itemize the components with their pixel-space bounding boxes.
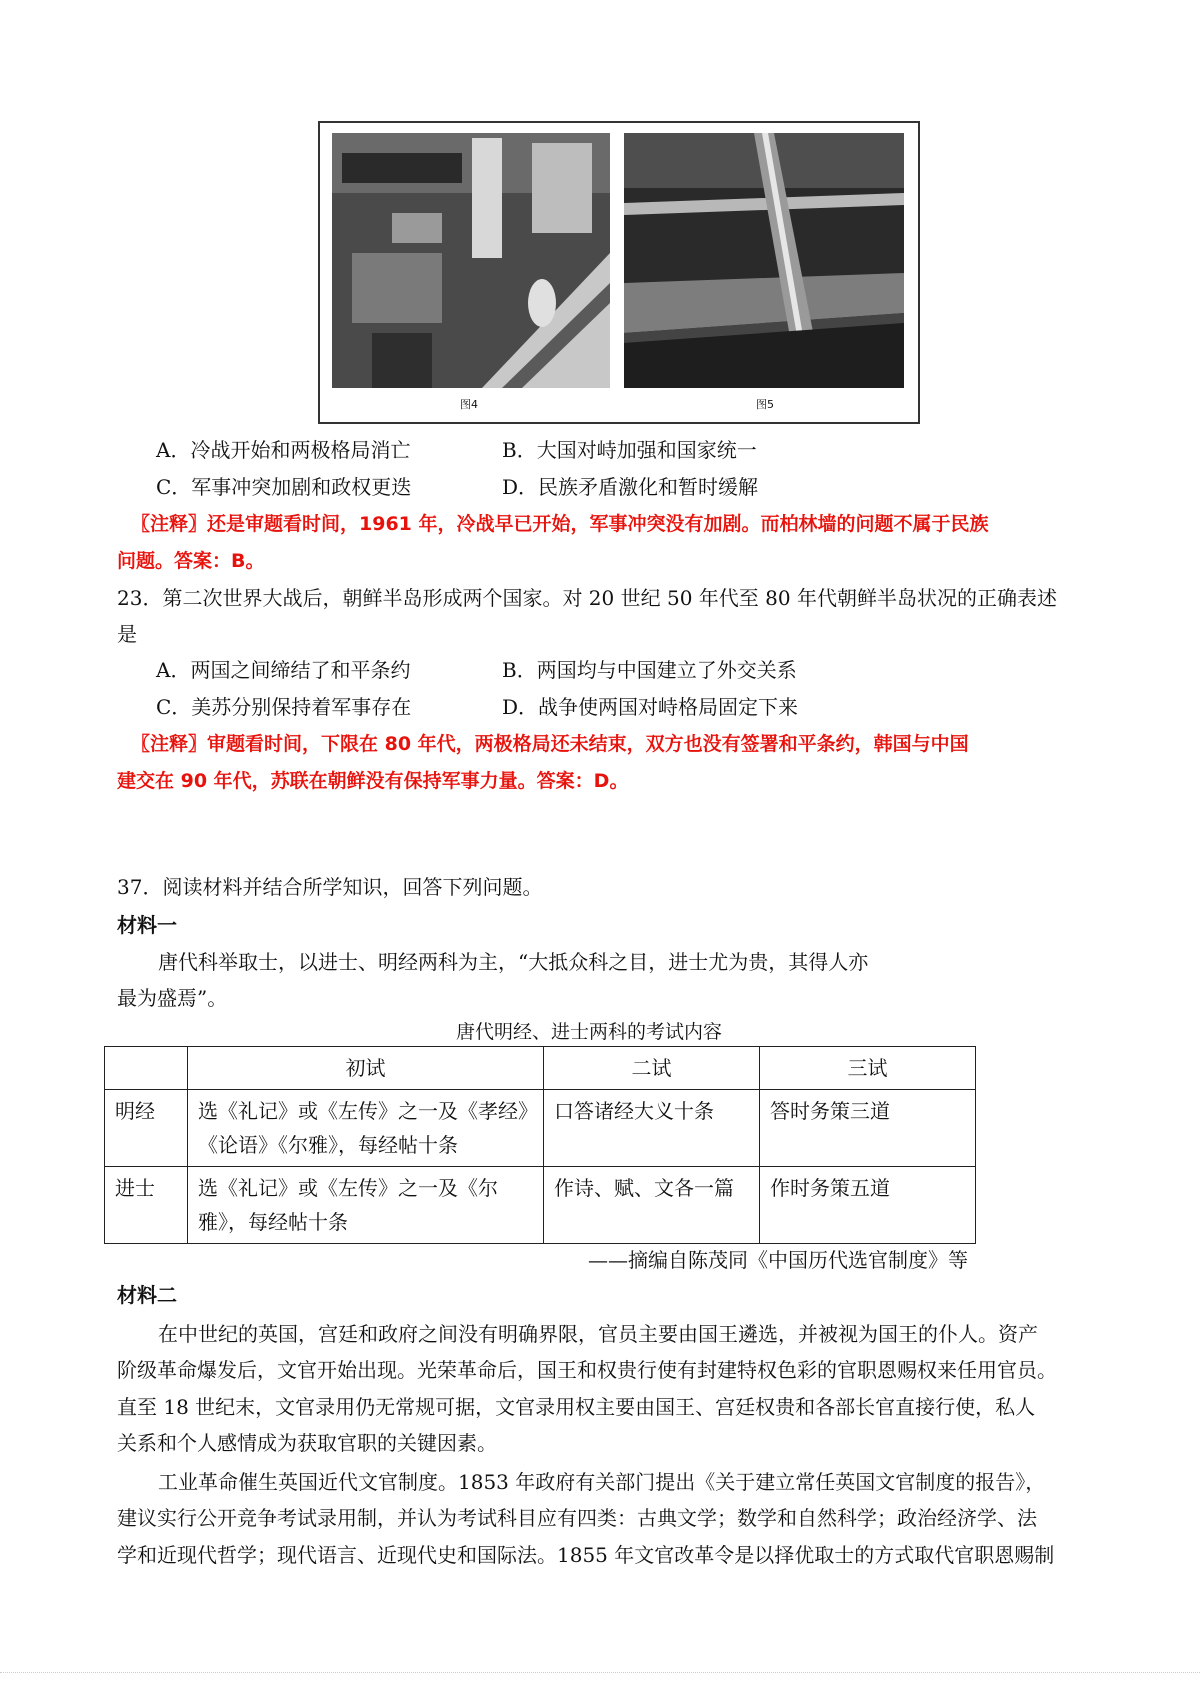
- material2-line4: 关系和个人感情成为获取官职的关键因素。: [117, 1431, 497, 1455]
- q23-stem-line2: 是: [117, 622, 137, 646]
- q23-option-a: A．两国之间缔结了和平条约: [156, 658, 411, 682]
- page-bottom-divider: [0, 1672, 1200, 1673]
- table-cell-subject: 进士: [105, 1167, 188, 1244]
- table-cell-first-exam: 选《礼记》或《左传》之一及《尔雅》，每经帖十条: [188, 1167, 544, 1244]
- material2-title: 材料二: [117, 1283, 177, 1307]
- table-cell-third-exam: 答时务策三道: [760, 1090, 976, 1167]
- material2-line6: 建议实行公开竞争考试录用制，并认为考试科目应有四类：古典文学；数学和自然科学；政治经济学、法: [117, 1506, 1037, 1530]
- material1-line1: 唐代科举取士，以进士、明经两科为主，“大抵众科之目，进士尤为贵，其得人亦: [158, 950, 869, 974]
- q23-note-line1: 〖注释〗审题看时间，下限在 80 年代，两极格局还未结束，双方也没有签署和平条约，韩国与中国: [131, 733, 969, 755]
- material2-line7: 学和近现代哲学；现代语言、近现代史和国际法。1855 年文官改革令是以择优取士的方式取代官职恩赐制: [117, 1543, 1055, 1567]
- table-title: 唐代明经、进士两科的考试内容: [456, 1021, 723, 1043]
- exam-content-table: [104, 1046, 976, 1244]
- table-source: ——摘编自陈茂同《中国历代选官制度》等: [588, 1248, 968, 1272]
- table-header-cell: [105, 1047, 188, 1090]
- material2-line2: 阶级革命爆发后，文官开始出现。光荣革命后，国王和权贵行使有封建特权色彩的官职恩赐权来任用官员。: [117, 1358, 1057, 1382]
- q22-note-line1: 〖注释〗还是审题看时间，1961 年，冷战早已开始，军事冲突没有加剧。而柏林墙的问题不属于民族: [131, 513, 989, 535]
- q23-option-c: C．美苏分别保持着军事存在: [156, 695, 412, 719]
- table-cell-subject: 明经: [105, 1090, 188, 1167]
- q23-option-d: D．战争使两国对峙格局固定下来: [502, 695, 799, 719]
- table-row: [105, 1090, 976, 1167]
- material2-line5: 工业革命催生英国近代文官制度。1853 年政府有关部门提出《关于建立常任英国文官制度的报告》，: [158, 1470, 1046, 1494]
- material2-line1: 在中世纪的英国，宫廷和政府之间没有明确界限，官员主要由国王遴选，并被视为国王的仆人。资产: [158, 1322, 1038, 1346]
- photo-figure-5: [624, 133, 904, 388]
- table-header-cell: 三试: [760, 1047, 976, 1090]
- figure-5-caption: 图5: [756, 398, 774, 411]
- q23-note-line2: 建交在 90 年代，苏联在朝鲜没有保持军事力量。答案：D。: [117, 770, 629, 792]
- q22-option-c: C．军事冲突加剧和政权更迭: [156, 475, 412, 499]
- table-cell-second-exam: 口答诸经大义十条: [544, 1090, 760, 1167]
- material1-title: 材料一: [117, 913, 177, 937]
- table-header-cell: 初试: [188, 1047, 544, 1090]
- q23-option-b: B．两国均与中国建立了外交关系: [502, 658, 797, 682]
- material1-line2: 最为盛焉”。: [117, 986, 228, 1010]
- q22-note-line2: 问题。答案：B。: [117, 550, 265, 572]
- q22-option-b: B．大国对峙加强和国家统一: [502, 438, 757, 462]
- figure-4-caption: 图4: [460, 398, 478, 411]
- q22-option-d: D．民族矛盾激化和暂时缓解: [502, 475, 759, 499]
- q22-option-a: A．冷战开始和两极格局消亡: [156, 438, 411, 462]
- material2-line3: 直至 18 世纪末，文官录用仍无常规可据，文官录用权主要由国王、宫廷权贵和各部长官直接行使，私人: [117, 1395, 1036, 1419]
- table-header-cell: 二试: [544, 1047, 760, 1090]
- table-cell-third-exam: 作时务策五道: [760, 1167, 976, 1244]
- photo-figure-4: [332, 133, 610, 388]
- historical-photo-figure: [318, 121, 920, 424]
- table-cell-first-exam: 选《礼记》或《左传》之一及《孝经》《论语》《尔雅》，每经帖十条: [188, 1090, 544, 1167]
- table-header-row: [105, 1047, 976, 1090]
- table-cell-second-exam: 作诗、赋、文各一篇: [544, 1167, 760, 1244]
- q37-stem: 37．阅读材料并结合所学知识，回答下列问题。: [117, 875, 543, 899]
- table-row: [105, 1167, 976, 1244]
- q23-stem-line1: 23．第二次世界大战后，朝鲜半岛形成两个国家。对 20 世纪 50 年代至 80 年代朝鲜半岛状况的正确表述: [117, 586, 1057, 610]
